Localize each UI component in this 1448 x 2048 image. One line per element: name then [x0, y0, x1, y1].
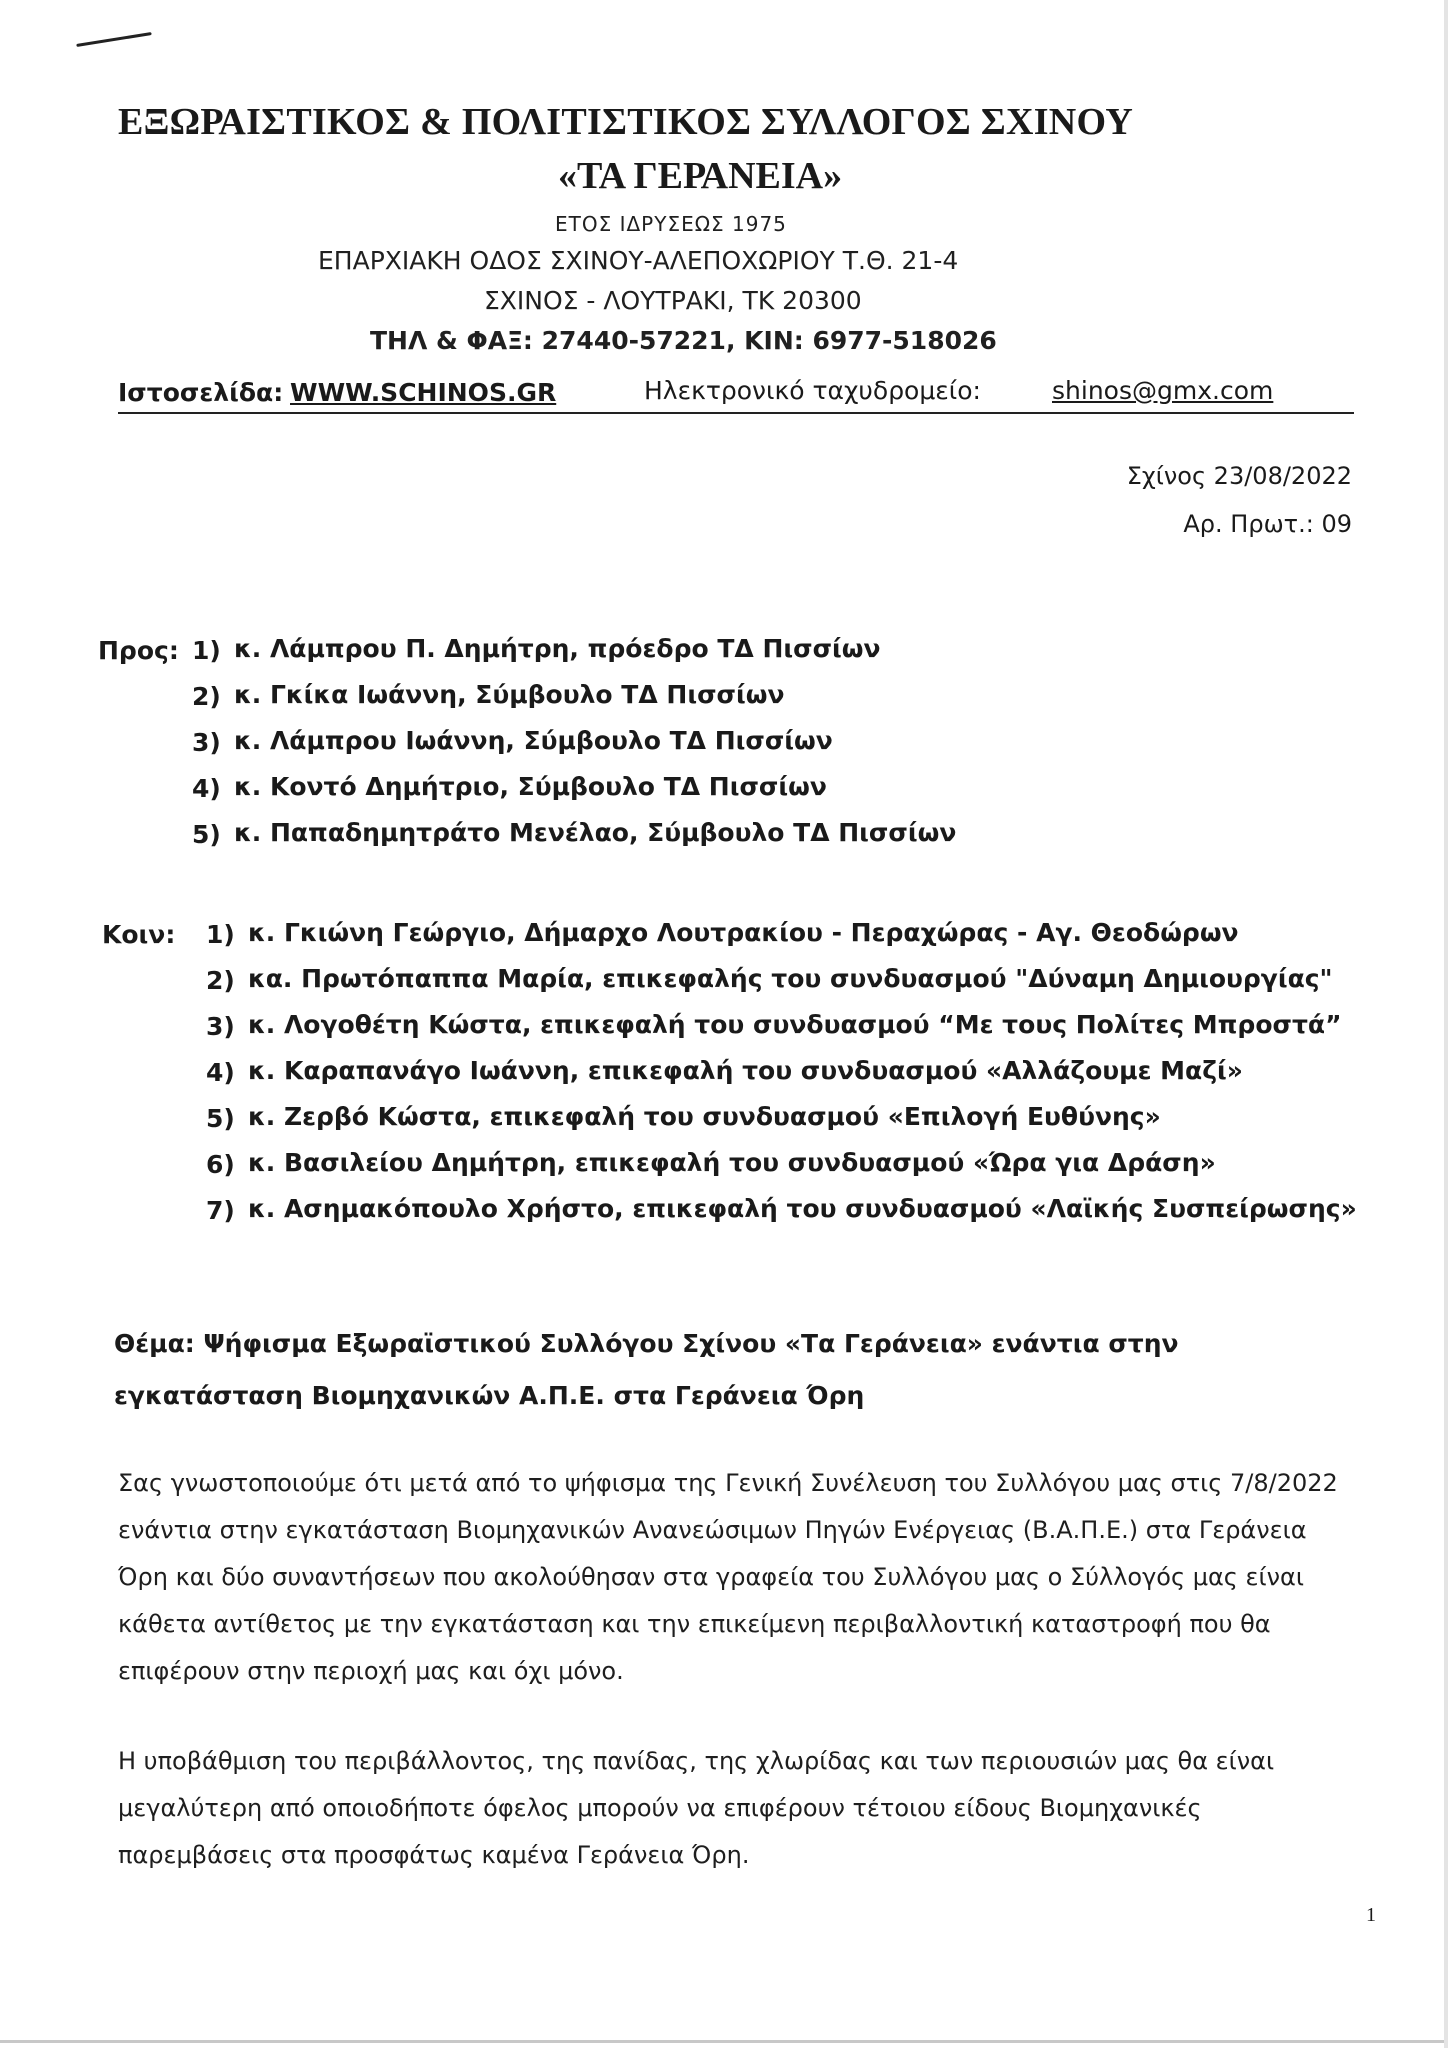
- body-paragraph: Σας γνωστοποιούμε ότι μετά από το ψήφισμα της Γενική Συνέλευση του Συλλόγου μας στις 7/8/2022 ενάντια στην εγκατάσταση Βιομηχανικών Ανανεώσιμων Πηγών Ενέργειας (Β.Α.Π.Ε.) στα Γεράνεια Όρη και δύο συναντήσεων που ακολούθησαν στα γραφεία του Συλλόγου μας ο Σύλλογός μας είναι κάθετα αντίθετος με την εγκατάσταση και την επικείμενη περιβαλλοντική καταστροφή που θα επιφέρουν στην περιοχή μας και όχι μόνο.: [118, 1469, 1338, 1685]
- founded-year: ΕΤΟΣ ΙΔΡΥΣΕΩΣ 1975: [555, 212, 787, 236]
- cc-item: κ. Ασημακόπουλο Χρήστο, επικεφαλή του συνδυασμού «Λαϊκής Συσπείρωσης»: [248, 1194, 1357, 1223]
- cc-item: κ. Λογοθέτη Κώστα, επικεφαλή του συνδυασμού “Με τους Πολίτες Μπροστά”: [248, 1010, 1342, 1039]
- recipient-number: 1): [192, 636, 221, 665]
- page-number: 1: [1366, 1904, 1376, 1926]
- postal-address: ΕΠΑΡΧΙΑΚΗ ΟΔΟΣ ΣΧΙΝΟΥ-ΑΛΕΠΟΧΩΡΙΟΥ Τ.Θ. 21-4: [318, 246, 959, 275]
- cc-number: 6): [206, 1150, 235, 1179]
- cc-number: 1): [206, 920, 235, 949]
- cc-item: κ. Γκιώνη Γεώργιο, Δήμαρχο Λουτρακίου - Περαχώρας - Αγ. Θεοδώρων: [248, 918, 1239, 947]
- cc-item: κ. Ζερβό Κώστα, επικεφαλή του συνδυασμού «Επιλογή Ευθύνης»: [248, 1102, 1161, 1131]
- cc-number: 2): [206, 966, 235, 995]
- subject-line: Θέμα: Ψήφισμα Εξωραϊστικού Συλλόγου Σχίνου «Τα Γεράνεια» ενάντια στην εγκατάσταση Βιομηχανικών Α.Π.Ε. στα Γεράνεια Όρη: [114, 1329, 1179, 1410]
- organization-name: ΕΞΩΡΑΙΣΤΙΚΟΣ & ΠΟΛΙΤΙΣΤΙΚΟΣ ΣΥΛΛΟΓΟΣ ΣΧΙΝΟΥ: [118, 101, 1134, 143]
- recipient-item: κ. Κοντό Δημήτριο, Σύμβουλο ΤΔ Πισσίων: [234, 772, 827, 801]
- city-postcode: ΣΧΙΝΟΣ - ΛΟΥΤΡΑΚΙ, ΤΚ 20300: [484, 286, 862, 315]
- cc-number: 4): [206, 1058, 235, 1087]
- organization-subtitle: «ΤΑ ΓΕΡΑΝΕΙΑ»: [558, 155, 843, 197]
- recipient-item: κ. Λάμπρου Π. Δημήτρη, πρόεδρο ΤΔ Πισσίων: [234, 634, 881, 663]
- email-link[interactable]: shinos@gmx.com: [1052, 376, 1274, 405]
- cc-item: κ. Καραπανάγο Ιωάννη, επικεφαλή του συνδυασμού «Αλλάζουμε Μαζί»: [248, 1056, 1243, 1085]
- recipient-number: 2): [192, 682, 221, 711]
- cc-label: Κοιν:: [102, 920, 176, 949]
- recipient-item: κ. Λάμπρου Ιωάννη, Σύμβουλο ΤΔ Πισσίων: [234, 726, 833, 755]
- recipient-number: 3): [192, 728, 221, 757]
- scan-bottom-edge: [0, 2040, 1448, 2043]
- website-label: Ιστοσελίδα:: [118, 378, 284, 407]
- cc-item: κ. Βασιλείου Δημήτρη, επικεφαλή του συνδυασμού «Ώρα για Δράση»: [248, 1148, 1216, 1177]
- recipient-item: κ. Γκίκα Ιωάννη, Σύμβουλο ΤΔ Πισσίων: [234, 680, 785, 709]
- cc-number: 5): [206, 1104, 235, 1133]
- email-label: Ηλεκτρονικό ταχυδρομείο:: [644, 376, 981, 405]
- letter-date: Σχίνος 23/08/2022: [1126, 462, 1352, 490]
- pen-mark: [76, 32, 152, 47]
- website-link[interactable]: WWW.SCHINOS.GR: [290, 378, 557, 407]
- phone-fax: ΤΗΛ & ΦΑΞ: 27440-57221, ΚΙΝ: 6977-518026: [370, 326, 997, 355]
- cc-item: κα. Πρωτόπαππα Μαρία, επικεφαλής του συνδυασμού "Δύναμη Δημιουργίας": [248, 964, 1333, 993]
- recipient-number: 4): [192, 774, 221, 803]
- recipient-number: 5): [192, 820, 221, 849]
- cc-number: 3): [206, 1012, 235, 1041]
- body-paragraph: Η υποβάθμιση του περιβάλλοντος, της πανίδας, της χλωρίδας και των περιουσιών μας θα είναι μεγαλύτερη από οποιοδήποτε όφελος μπορούν να επιφέρουν τέτοιου είδους Βιομηχανικές παρεμβάσεις στα προσφάτως καμένα Γεράνεια Όρη.: [118, 1747, 1275, 1869]
- recipient-item: κ. Παπαδημητράτο Μενέλαο, Σύμβουλο ΤΔ Πισσίων: [234, 818, 957, 847]
- cc-number: 7): [206, 1196, 235, 1225]
- contact-line: [118, 376, 1354, 414]
- recipients-label: Προς:: [98, 636, 179, 665]
- scan-right-edge: [1444, 0, 1448, 2048]
- protocol-number: Αρ. Πρωτ.: 09: [1183, 510, 1352, 538]
